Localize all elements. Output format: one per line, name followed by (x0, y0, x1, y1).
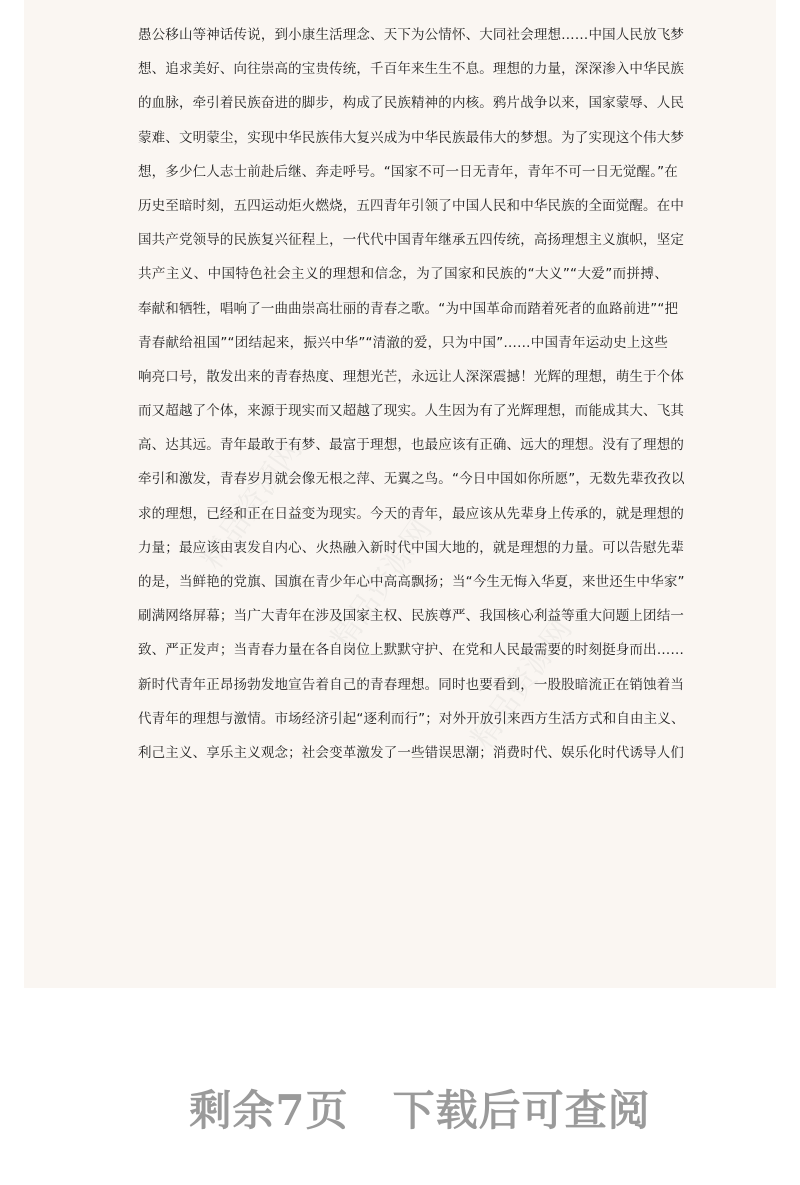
download-prompt-banner[interactable] (0, 1078, 800, 1138)
remaining-pages-text: 剩余7页 (189, 1086, 349, 1135)
text-line: 蒙难、文明蒙尘，实现中华民族伟大复兴成为中华民族最伟大的梦想。为了实现这个伟大梦 (138, 129, 684, 146)
text-line: 新时代青年正昂扬勃发地宣告着自己的青春理想。同时也要看到，一股股暗流正在销蚀着当 (138, 676, 684, 693)
text-line: 高、达其远。青年最敢于有梦、最富于理想，也最应该有正确、远大的理想。没有了理想的 (138, 437, 684, 454)
text-line: 愚公移山等神话传说，到小康生活理念、天下为公情怀、大同社会理想……中国人民放飞梦 (138, 27, 684, 43)
text-line: 青春献给祖国”“团结起来，振兴中华”“清澈的爱，只为中国”……中国青年运动史上这些 (138, 334, 668, 351)
text-line: 想、追求美好、向往崇高的宝贵传统，千百年来生生不息。理想的力量，深深渗入中华民族 (138, 61, 684, 78)
text-line: 的血脉，牵引着民族奋进的脚步，构成了民族精神的内核。鸦片战争以来，国家蒙辱、人民 (138, 95, 684, 112)
text-line: 致、严正发声；当青春力量在各自岗位上默默守护、在党和人民最需要的时刻挺身而出…… (138, 642, 684, 659)
text-line: 力量；最应该由衷发自内心、火热融入新时代中国大地的，就是理想的力量。可以告慰先辈 (138, 539, 684, 556)
text-line: 代青年的理想与激情。市场经济引起“逐利而行”；对外开放引来西方生活方式和自由主义、 (138, 710, 685, 727)
watermark-2: 精品资源网 (464, 612, 580, 756)
document-text-body (138, 18, 685, 770)
text-line: 的是，当鲜艳的党旗、国旗在青少年心中高高飘扬；当“今生无悔入华夏，来世还生中华家” (138, 574, 685, 590)
text-line: 求的理想，已经和正在日益变为现实。今天的青年，最应该从先辈身上传承的，就是理想的 (138, 505, 684, 522)
watermark-3: 精品资源网 (324, 512, 440, 656)
text-line: 而又超越了个体，来源于现实而又超越了现实。人生因为有了光辉理想，而能成其大、飞其 (138, 403, 684, 420)
text-line: 奉献和牺牲，唱响了一曲曲崇高壮丽的青春之歌。“为中国革命而踏着死者的血路前进”“把 (138, 300, 679, 317)
text-line: 利己主义、享乐主义观念；社会变革激发了一些错误思潮；消费时代、娱乐化时代诱导人们 (138, 744, 684, 761)
text-line: 牵引和激发，青春岁月就会像无根之萍、无翼之鸟。“今日中国如你所愿”，无数先辈孜孜以 (138, 471, 685, 488)
text-line: 历史至暗时刻，五四运动炬火燃烧，五四青年引领了中国人民和中华民族的全面觉醒。在中 (138, 197, 684, 214)
text-line: 响亮口号，散发出来的青春热度、理想光芒，永远让人深深震撼！光辉的理想，萌生于个体 (138, 368, 684, 385)
text-line: 国共产党领导的民族复兴征程上，一代代中国青年继承五四传统，高扬理想主义旗帜，坚定 (138, 232, 684, 249)
download-hint-text: 下载后可查阅 (392, 1086, 651, 1135)
text-line: 想，多少仁人志士前赴后继、奔走呼号。“国家不可一日无青年，青年不可一日无觉醒。”在 (138, 163, 678, 180)
watermark-1: 精品资源网 (194, 432, 310, 576)
text-line: 刷满网络屏幕；当广大青年在涉及国家主权、民族尊严、我国核心利益等重大问题上团结一 (138, 608, 684, 625)
text-line: 共产主义、中国特色社会主义的理想和信念，为了国家和民族的“大义”“大爱”而拼搏、 (138, 266, 668, 283)
